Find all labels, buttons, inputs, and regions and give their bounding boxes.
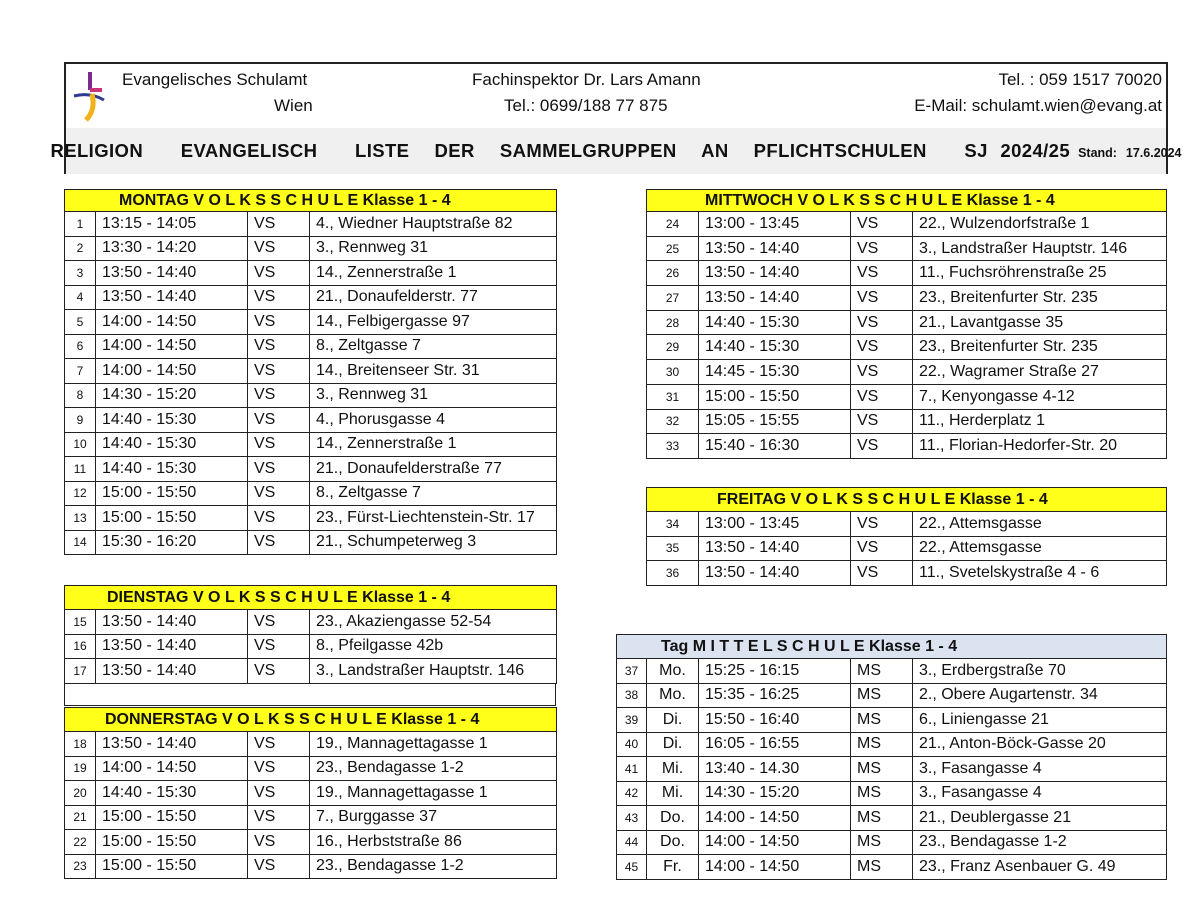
table-row [65, 432, 557, 457]
table-row [65, 830, 557, 855]
table-row [617, 830, 1167, 855]
row-school-type: VS [248, 610, 310, 635]
row-number: 27 [647, 286, 699, 311]
table-row [65, 285, 557, 310]
spacer-row [64, 684, 556, 706]
row-time: 13:50 - 14:40 [699, 236, 851, 261]
title-text: RELIGION EVANGELISCH LISTE DER SAMMELGRUPPEN AN PFLICHTSCHULEN SJ 2024/25 [50, 140, 1071, 161]
row-time: 15:25 - 16:15 [699, 659, 851, 684]
row-address: 21., Lavantgasse 35 [913, 310, 1167, 335]
row-school-type: VS [248, 481, 310, 506]
row-time: 13:50 - 14:40 [699, 286, 851, 311]
row-school-type: VS [851, 434, 913, 459]
row-day: Mi. [647, 757, 699, 782]
row-address: 23., Bendagasse 1-2 [310, 854, 557, 879]
row-time: 14:40 - 15:30 [96, 408, 248, 433]
row-number: 2 [65, 236, 96, 261]
table-row [647, 261, 1167, 286]
row-address: 14., Breitenseer Str. 31 [310, 359, 557, 384]
table-row [65, 408, 557, 433]
table-header-donnerstag [65, 708, 557, 732]
table-row [65, 805, 557, 830]
table-row [65, 383, 557, 408]
row-school-type: VS [248, 334, 310, 359]
row-number: 1 [65, 212, 96, 237]
table-row [617, 732, 1167, 757]
row-number: 33 [647, 434, 699, 459]
row-address: 23., Akaziengasse 52-54 [310, 610, 557, 635]
table-row [647, 561, 1167, 586]
table-row [65, 854, 557, 879]
table-row [65, 610, 557, 635]
row-address: 3., Landstraßer Hauptstr. 146 [310, 659, 557, 684]
row-time: 14:40 - 15:30 [699, 335, 851, 360]
row-address: 7., Kenyongasse 4-12 [913, 384, 1167, 409]
row-address: 21., Deublergasse 21 [913, 806, 1167, 831]
letterhead [50, 62, 1182, 174]
row-time: 14:00 - 14:50 [96, 359, 248, 384]
table-row [647, 434, 1167, 459]
row-school-type: VS [248, 285, 310, 310]
row-number: 7 [65, 359, 96, 384]
row-school-type: VS [248, 634, 310, 659]
row-number: 13 [65, 506, 96, 531]
table-row [617, 757, 1167, 782]
row-address: 21., Anton-Böck-Gasse 20 [913, 732, 1167, 757]
table-row [647, 310, 1167, 335]
row-school-type: VS [851, 310, 913, 335]
row-time: 16:05 - 16:55 [699, 732, 851, 757]
table-row [647, 212, 1167, 237]
row-number: 24 [647, 212, 699, 237]
cross-logo-icon [72, 70, 106, 122]
row-address: 14., Felbigergasse 97 [310, 310, 557, 335]
row-number: 36 [647, 561, 699, 586]
row-time: 14:40 - 15:30 [96, 781, 248, 806]
row-number: 15 [65, 610, 96, 635]
table-row [617, 683, 1167, 708]
row-number: 42 [617, 781, 647, 806]
row-school-type: VS [248, 732, 310, 757]
row-school-type: VS [851, 561, 913, 586]
row-time: 15:00 - 15:50 [96, 506, 248, 531]
row-number: 39 [617, 708, 647, 733]
row-time: 14:40 - 15:30 [96, 457, 248, 482]
row-time: 14:00 - 14:50 [699, 830, 851, 855]
klasse-label: Klasse 1 - 4 [362, 588, 451, 606]
table-row [65, 506, 557, 531]
row-number: 31 [647, 384, 699, 409]
row-number: 11 [65, 457, 96, 482]
row-time: 15:30 - 16:20 [96, 530, 248, 555]
row-time: 15:35 - 16:25 [699, 683, 851, 708]
row-number: 25 [647, 236, 699, 261]
row-school-type: VS [248, 359, 310, 384]
row-address: 21., Donaufelderstraße 77 [310, 457, 557, 482]
row-time: 13:50 - 14:40 [699, 561, 851, 586]
school-label: M I T T E L S C H U L E [692, 637, 865, 655]
row-number: 44 [617, 830, 647, 855]
row-school-type: MS [851, 683, 913, 708]
row-day: Di. [647, 708, 699, 733]
row-school-type: VS [851, 261, 913, 286]
office-phone: Tel. : 059 1517 70020 [998, 70, 1162, 89]
table-row [65, 481, 557, 506]
row-address: 11., Fuchsröhrenstraße 25 [913, 261, 1167, 286]
row-time: 15:00 - 15:50 [96, 854, 248, 879]
table-dienstag [64, 585, 557, 684]
row-number: 14 [65, 530, 96, 555]
title-bar [50, 128, 1182, 174]
table-row [617, 806, 1167, 831]
row-address: 16., Herbststraße 86 [310, 830, 557, 855]
row-number: 5 [65, 310, 96, 335]
row-number: 3 [65, 261, 96, 286]
row-school-type: VS [851, 286, 913, 311]
row-number: 19 [65, 756, 96, 781]
row-school-type: VS [248, 261, 310, 286]
row-day: Do. [647, 830, 699, 855]
table-header-montag [65, 190, 557, 212]
table-row [65, 359, 557, 384]
row-address: 22., Wagramer Straße 27 [913, 360, 1167, 385]
row-number: 40 [617, 732, 647, 757]
row-school-type: VS [248, 854, 310, 879]
klasse-label: Klasse 1 - 4 [869, 637, 958, 655]
row-time: 14:00 - 14:50 [699, 806, 851, 831]
office-email: E-Mail: schulamt.wien@evang.at [914, 96, 1162, 115]
inspector-name: Fachinspektor Dr. Lars Amann [472, 70, 701, 89]
row-time: 13:50 - 14:40 [96, 610, 248, 635]
table-row [647, 512, 1167, 537]
row-school-type: VS [248, 310, 310, 335]
row-day: Do. [647, 806, 699, 831]
row-time: 15:50 - 16:40 [699, 708, 851, 733]
row-address: 4., Wiedner Hauptstraße 82 [310, 212, 557, 237]
org-city: Wien [274, 96, 313, 115]
row-number: 10 [65, 432, 96, 457]
table-row [647, 335, 1167, 360]
row-time: 14:40 - 15:30 [96, 432, 248, 457]
table-header-freitag [647, 488, 1167, 512]
row-address: 3., Erdbergstraße 70 [913, 659, 1167, 684]
row-time: 13:50 - 14:40 [96, 732, 248, 757]
row-number: 16 [65, 634, 96, 659]
row-number: 6 [65, 334, 96, 359]
table-row [617, 659, 1167, 684]
school-label: V O L K S S C H U L E [222, 710, 387, 728]
stand-date: Stand: 17.6.2024 [1078, 146, 1182, 160]
row-school-type: VS [248, 530, 310, 555]
row-time: 14:40 - 15:30 [699, 310, 851, 335]
row-school-type: MS [851, 781, 913, 806]
row-number: 22 [65, 830, 96, 855]
table-donnerstag [64, 707, 557, 879]
row-school-type: VS [248, 408, 310, 433]
tag-label: Tag [661, 637, 689, 655]
row-school-type: VS [851, 236, 913, 261]
row-school-type: VS [248, 457, 310, 482]
table-mittelschule [616, 634, 1167, 880]
row-address: 22., Attemsgasse [913, 512, 1167, 537]
row-address: 4., Phorusgasse 4 [310, 408, 557, 433]
row-number: 21 [65, 805, 96, 830]
day-label: MITTWOCH [705, 191, 793, 209]
table-row [65, 756, 557, 781]
row-time: 14:00 - 14:50 [96, 310, 248, 335]
table-row [65, 334, 557, 359]
row-address: 7., Burggasse 37 [310, 805, 557, 830]
table-mittwoch [646, 189, 1167, 459]
table-row [65, 530, 557, 555]
row-time: 15:00 - 15:50 [96, 481, 248, 506]
row-address: 22., Wulzendorfstraße 1 [913, 212, 1167, 237]
row-number: 20 [65, 781, 96, 806]
row-time: 15:40 - 16:30 [699, 434, 851, 459]
row-school-type: VS [248, 659, 310, 684]
table-row [617, 781, 1167, 806]
row-address: 11., Florian-Hedorfer-Str. 20 [913, 434, 1167, 459]
table-row [647, 536, 1167, 561]
table-row [65, 634, 557, 659]
row-school-type: VS [248, 506, 310, 531]
org-name: Evangelisches Schulamt [122, 70, 308, 89]
row-school-type: MS [851, 830, 913, 855]
table-row [617, 855, 1167, 880]
row-time: 13:50 - 14:40 [96, 634, 248, 659]
row-number: 32 [647, 409, 699, 434]
row-address: 8., Zeltgasse 7 [310, 481, 557, 506]
row-address: 23., Franz Asenbauer G. 49 [913, 855, 1167, 880]
row-address: 11., Svetelskystraße 4 - 6 [913, 561, 1167, 586]
row-time: 15:05 - 15:55 [699, 409, 851, 434]
row-address: 8., Zeltgasse 7 [310, 334, 557, 359]
row-address: 3., Rennweg 31 [310, 383, 557, 408]
row-address: 3., Landstraßer Hauptstr. 146 [913, 236, 1167, 261]
row-time: 13:30 - 14:20 [96, 236, 248, 261]
row-number: 17 [65, 659, 96, 684]
row-address: 21., Donaufelderstr. 77 [310, 285, 557, 310]
school-label: V O L K S S C H U L E [797, 191, 963, 209]
row-school-type: VS [248, 432, 310, 457]
row-address: 2., Obere Augartenstr. 34 [913, 683, 1167, 708]
row-time: 15:00 - 15:50 [699, 384, 851, 409]
row-school-type: VS [248, 830, 310, 855]
day-label: DONNERSTAG [105, 710, 218, 728]
row-number: 9 [65, 408, 96, 433]
row-time: 13:00 - 13:45 [699, 212, 851, 237]
row-school-type: MS [851, 757, 913, 782]
klasse-label: Klasse 1 - 4 [362, 191, 451, 209]
row-address: 8., Pfeilgasse 42b [310, 634, 557, 659]
table-row [617, 708, 1167, 733]
row-number: 30 [647, 360, 699, 385]
row-number: 4 [65, 285, 96, 310]
row-school-type: VS [851, 512, 913, 537]
row-number: 23 [65, 854, 96, 879]
table-row [647, 409, 1167, 434]
row-time: 13:50 - 14:40 [699, 536, 851, 561]
row-school-type: MS [851, 708, 913, 733]
row-school-type: MS [851, 855, 913, 880]
table-header-mittwoch [647, 190, 1167, 212]
table-row [65, 457, 557, 482]
row-address: 6., Liniengasse 21 [913, 708, 1167, 733]
row-school-type: VS [851, 212, 913, 237]
row-address: 21., Schumpeterweg 3 [310, 530, 557, 555]
row-day: Fr. [647, 855, 699, 880]
school-label: V O L K S S C H U L E [193, 191, 359, 209]
row-time: 14:00 - 14:50 [96, 756, 248, 781]
row-address: 23., Fürst-Liechtenstein-Str. 17 [310, 506, 557, 531]
table-row [65, 732, 557, 757]
row-number: 29 [647, 335, 699, 360]
row-school-type: VS [248, 236, 310, 261]
table-row [65, 212, 557, 237]
row-school-type: VS [248, 756, 310, 781]
row-school-type: MS [851, 806, 913, 831]
row-number: 28 [647, 310, 699, 335]
row-school-type: VS [248, 212, 310, 237]
row-number: 12 [65, 481, 96, 506]
table-row [647, 286, 1167, 311]
row-number: 43 [617, 806, 647, 831]
row-address: 3., Rennweg 31 [310, 236, 557, 261]
row-time: 15:00 - 15:50 [96, 830, 248, 855]
row-address: 14., Zennerstraße 1 [310, 432, 557, 457]
row-number: 35 [647, 536, 699, 561]
row-school-type: VS [851, 536, 913, 561]
school-label: V O L K S S C H U L E [192, 588, 358, 606]
row-school-type: VS [851, 360, 913, 385]
row-number: 41 [617, 757, 647, 782]
table-row [647, 236, 1167, 261]
row-address: 3., Fasangasse 4 [913, 781, 1167, 806]
klasse-label: Klasse 1 - 4 [391, 710, 480, 728]
row-day: Mo. [647, 659, 699, 684]
table-row [65, 659, 557, 684]
row-day: Di. [647, 732, 699, 757]
row-address: 19., Mannagettagasse 1 [310, 732, 557, 757]
row-time: 13:50 - 14:40 [699, 261, 851, 286]
row-time: 14:00 - 14:50 [699, 855, 851, 880]
row-time: 14:00 - 14:50 [96, 334, 248, 359]
row-time: 13:40 - 14.30 [699, 757, 851, 782]
row-number: 45 [617, 855, 647, 880]
day-label: DIENSTAG [107, 588, 189, 606]
row-school-type: VS [248, 781, 310, 806]
row-time: 13:00 - 13:45 [699, 512, 851, 537]
table-header-dienstag [65, 586, 557, 610]
row-day: Mo. [647, 683, 699, 708]
row-school-type: MS [851, 732, 913, 757]
row-school-type: MS [851, 659, 913, 684]
row-time: 13:50 - 14:40 [96, 261, 248, 286]
row-address: 23., Bendagasse 1-2 [310, 756, 557, 781]
row-address: 23., Breitenfurter Str. 235 [913, 335, 1167, 360]
day-label: MONTAG [119, 191, 189, 209]
row-time: 13:50 - 14:40 [96, 659, 248, 684]
row-number: 38 [617, 683, 647, 708]
row-address: 22., Attemsgasse [913, 536, 1167, 561]
school-label: V O L K S S C H U L E [790, 490, 956, 508]
row-address: 3., Fasangasse 4 [913, 757, 1167, 782]
row-number: 34 [647, 512, 699, 537]
row-time: 14:30 - 15:20 [96, 383, 248, 408]
table-row [647, 360, 1167, 385]
row-time: 14:30 - 15:20 [699, 781, 851, 806]
day-label: FREITAG [717, 490, 787, 508]
row-time: 13:15 - 14:05 [96, 212, 248, 237]
row-address: 19., Mannagettagasse 1 [310, 781, 557, 806]
row-address: 11., Herderplatz 1 [913, 409, 1167, 434]
table-freitag [646, 487, 1167, 586]
inspector-phone: Tel.: 0699/188 77 875 [504, 96, 668, 115]
row-school-type: VS [851, 384, 913, 409]
row-time: 13:50 - 14:40 [96, 285, 248, 310]
table-row [65, 310, 557, 335]
row-school-type: VS [248, 383, 310, 408]
row-number: 26 [647, 261, 699, 286]
row-number: 8 [65, 383, 96, 408]
row-address: 23., Breitenfurter Str. 235 [913, 286, 1167, 311]
table-row [65, 236, 557, 261]
row-school-type: VS [248, 805, 310, 830]
row-school-type: VS [851, 409, 913, 434]
letterhead-contacts [66, 64, 1166, 130]
row-school-type: VS [851, 335, 913, 360]
page-title [50, 140, 1181, 162]
row-day: Mi. [647, 781, 699, 806]
table-row [647, 384, 1167, 409]
row-address: 23., Bendagasse 1-2 [913, 830, 1167, 855]
table-row [65, 261, 557, 286]
row-number: 37 [617, 659, 647, 684]
table-montag [64, 189, 557, 555]
table-row [65, 781, 557, 806]
row-address: 14., Zennerstraße 1 [310, 261, 557, 286]
table-header-mittelschule [617, 635, 1167, 659]
klasse-label: Klasse 1 - 4 [959, 490, 1048, 508]
row-time: 15:00 - 15:50 [96, 805, 248, 830]
row-time: 14:45 - 15:30 [699, 360, 851, 385]
row-number: 18 [65, 732, 96, 757]
klasse-label: Klasse 1 - 4 [966, 191, 1055, 209]
